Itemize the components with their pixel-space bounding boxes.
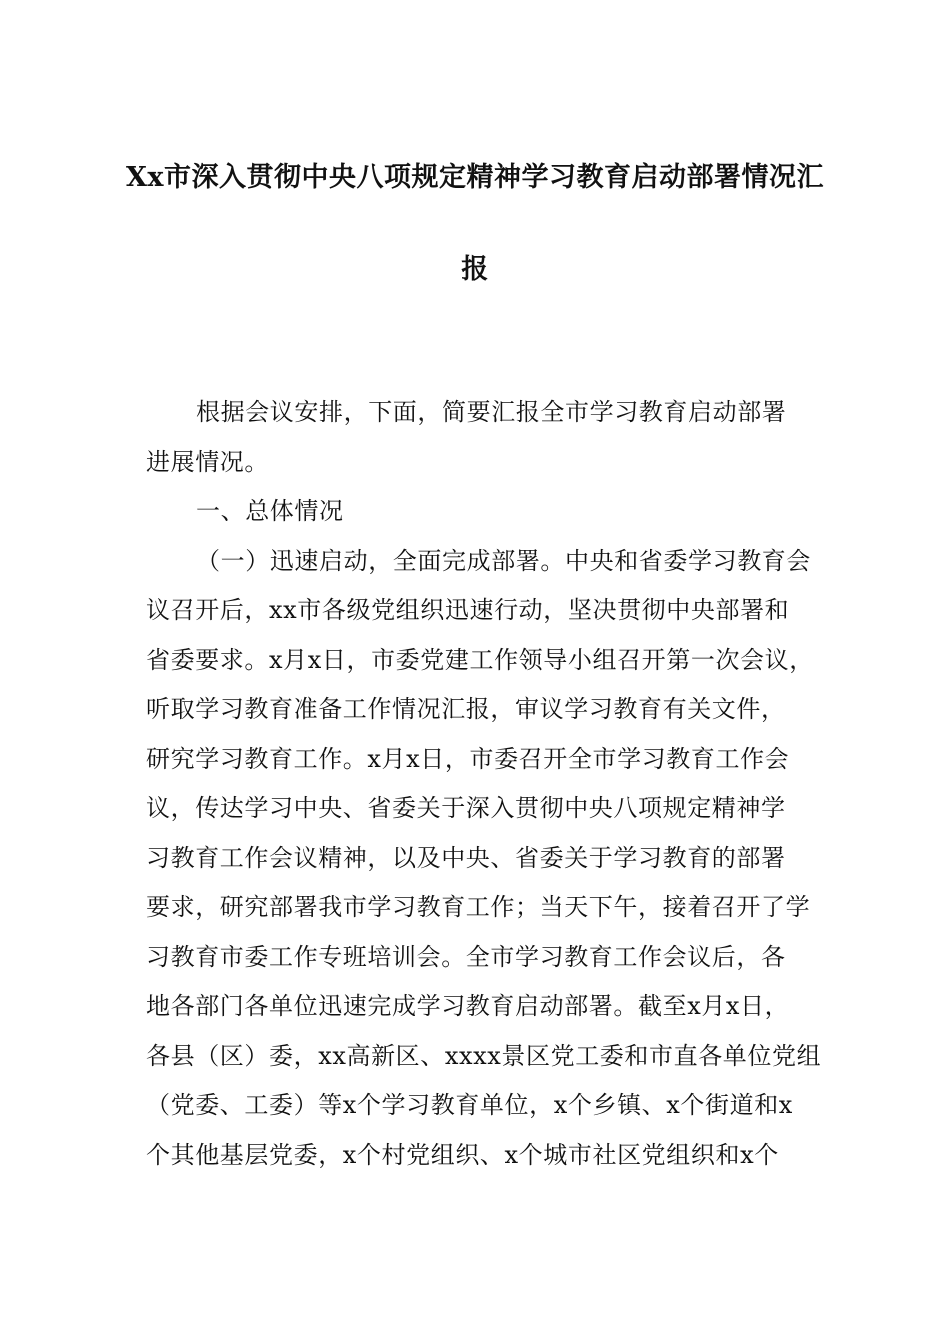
paragraph-line: 议，传达学习中央、省委关于深入贯彻中央八项规定精神学 (146, 794, 786, 822)
paragraph-line: 习教育工作会议精神，以及中央、省委关于学习教育的部署 (146, 843, 786, 872)
document-body (146, 388, 826, 1180)
paragraph-line: 习教育市委工作专班培训会。全市学习教育工作会议后，各 (146, 942, 786, 971)
paragraph-line: （党委、工委）等x个学习教育单位，x个乡镇、x个街道和x (146, 1091, 793, 1119)
paragraph-line: 听取学习教育准备工作情况汇报，审议学习教育有关文件， (146, 695, 786, 723)
paragraph-line: 各县（区）委，xx高新区、xxxx景区党工委和市直各单位党组 (146, 1041, 822, 1070)
paragraph-line: （一）迅速启动，全面完成部署。中央和省委学习教育会 (196, 546, 811, 575)
paragraph-line: 议召开后，xx市各级党组织迅速行动，坚决贯彻中央部署和 (146, 596, 790, 624)
paragraph-line: 研究学习教育工作。x月x日，市委召开全市学习教育工作会 (146, 744, 790, 773)
paragraph-line: 个其他基层党委，x个村党组织、x个城市社区党组织和x个 (146, 1140, 779, 1169)
document-title-line-2: 报 (461, 254, 489, 285)
paragraph-line: 省委要求。x月x日，市委党建工作领导小组召开第一次会议， (146, 645, 814, 674)
paragraph-line: 根据会议安排，下面，简要汇报全市学习教育启动部署 (196, 398, 787, 426)
paragraph-line: 要求，研究部署我市学习教育工作；当天下午，接着召开了学 (146, 893, 811, 921)
document-title-line-1: Xx市深入贯彻中央八项规定精神学习教育启动部署情况汇 (125, 162, 825, 193)
paragraph-line: 进展情况。 (146, 447, 269, 476)
section-heading: 一、总体情况 (196, 497, 344, 525)
paragraph-line: 地各部门各单位迅速完成学习教育启动部署。截至x月x日， (146, 992, 790, 1020)
